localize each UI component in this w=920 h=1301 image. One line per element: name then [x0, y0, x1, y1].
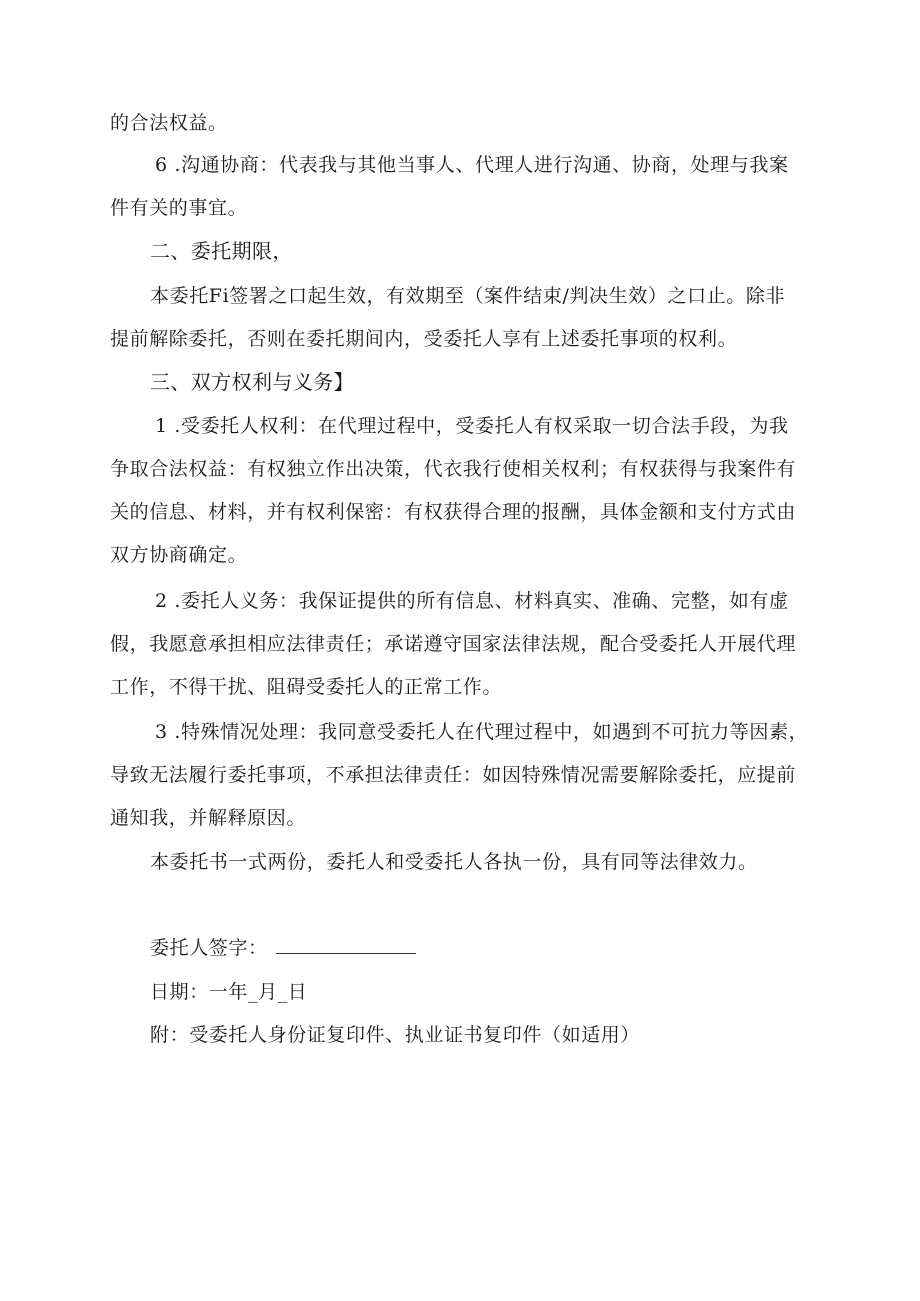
duties-line3: 工作，不得干扰、阻碍受委托人的正常工作。 — [110, 676, 503, 698]
rights-line3: 关的信息、材料，并有权利保密：有权获得合理的报酬，具体金额和支付方式由 — [110, 501, 797, 523]
section2-line2: 提前解除委托，否则在委托期间内，受委托人享有上述委托事项的权利。 — [110, 328, 738, 350]
attachment-note: 附：受委托人身份证复印件、执业证书复印件（如适用） — [150, 1024, 641, 1046]
duties-line1: 2 .委托人义务：我保证提供的所有信息、材料真实、准确、完整，如有虚 — [155, 590, 789, 612]
item5-tail: 的合法权益。 — [110, 112, 228, 134]
special-line3: 通知我，并解释原因。 — [110, 807, 307, 829]
special-line2: 导致无法履行委托事项，不承担法律责任：如因特殊情况需要解除委托，应提前 — [110, 764, 797, 786]
duties-line2: 假，我愿意承担相应法律责任；承诺遵守国家法律法规，配合受委托人开展代理 — [110, 633, 797, 655]
rights-line4: 双方协商确定。 — [110, 544, 248, 566]
special-line1: 3 .特殊情况处理：我同意受委托人在代理过程中，如遇到不可抗力等因素， — [155, 721, 809, 743]
closing-statement: 本委托书一式两份，委托人和受委托人各执一份，具有同等法律效力。 — [150, 851, 758, 873]
signature-label: 委托人签字： — [150, 937, 268, 959]
rights-line2: 争取合法权益：有权独立作出决策，代衣我行使相关权利；有权获得与我案件有 — [110, 458, 797, 480]
rights-line1: 1 .受委托人权利：在代理过程中，受委托人有权采取一切合法手段，为我 — [155, 415, 789, 437]
signature-line[interactable] — [276, 935, 416, 954]
item6-line1: 6 .沟通协商：代表我与其他当事人、代理人进行沟通、协商，处理与我案 — [155, 154, 789, 176]
date-line: 日期：一年_月_日 — [150, 981, 308, 1003]
section2-line1: 本委托Fi签署之口起生效，有效期至（案件结束/判决生效）之口止。除非 — [150, 285, 786, 307]
section2-heading: 二、委托期限， — [150, 239, 293, 263]
section3-heading: 三、双方权利与义务】 — [150, 370, 354, 394]
signature-row — [150, 935, 416, 961]
item6-line2: 件有关的事宜。 — [110, 197, 248, 219]
